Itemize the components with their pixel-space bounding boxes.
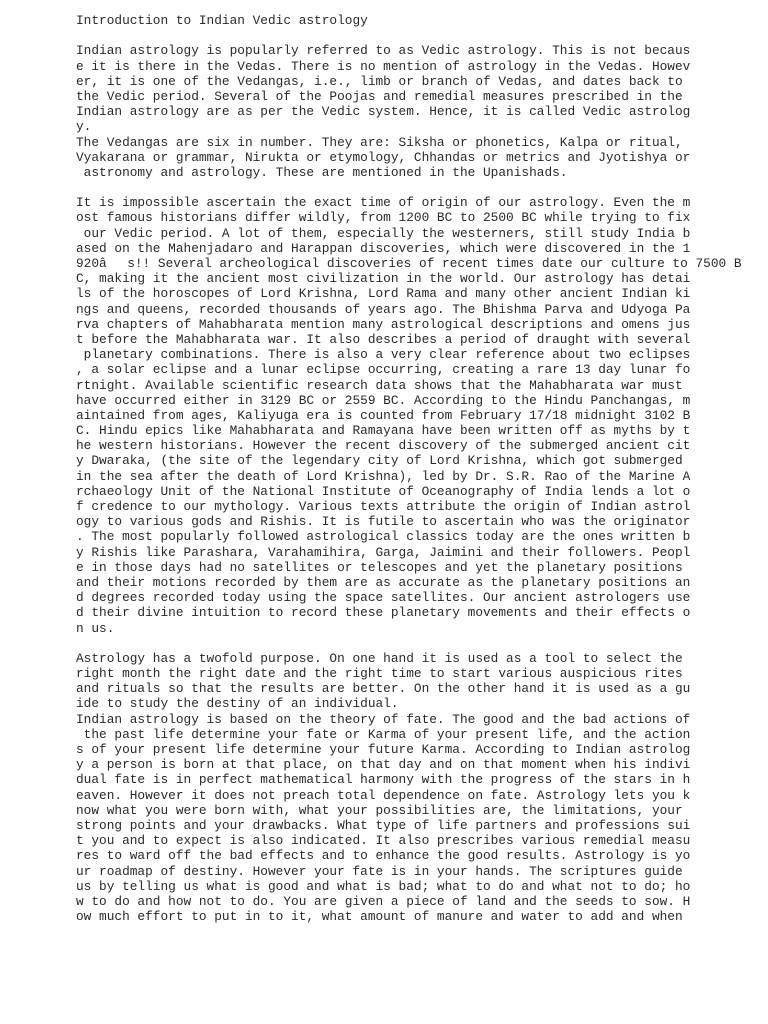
text-line: right month the right date and the right time to start various auspicious rites	[76, 666, 683, 682]
text-line: rtnight. Available scientific research data shows that the Mahabharata war must	[76, 377, 683, 393]
text-line: y.	[76, 119, 92, 135]
text-line: us by telling us what is good and what is bad; what to do and what not to do; ho	[76, 878, 691, 894]
text-line: d their divine intuition to record these planetary movements and their effects o	[76, 605, 691, 621]
text-line: , a solar eclipse and a lunar eclipse occurring, creating a rare 13 day lunar fo	[76, 362, 691, 378]
text-line: y a person is born at that place, on that day and on that moment when his indivi	[76, 757, 691, 773]
text-line: d degrees recorded today using the space satellites. Our ancient astrologers use	[76, 590, 691, 606]
text-line: ls of the horoscopes of Lord Krishna, Lord Rama and many other ancient Indian ki	[76, 286, 691, 302]
text-line: rva chapters of Mahabharata mention many astrological descriptions and omens jus	[76, 316, 691, 332]
text-line: the past life determine your fate or Karma of your present life, and the action	[76, 726, 691, 742]
text-line: ow much effort to put in to it, what amount of manure and water to add and when	[76, 909, 683, 925]
text-line: It is impossible ascertain the exact time of origin of our astrology. Even the m	[76, 195, 691, 211]
text-line: f credence to our mythology. Various texts attribute the origin of Indian astrol	[76, 499, 691, 514]
text-line: astronomy and astrology. These are mentioned in the Upanishads.	[76, 164, 568, 180]
text-line: ide to study the destiny of an individual.	[76, 696, 399, 712]
text-line: Astrology has a twofold purpose. On one hand it is used as a tool to select the	[76, 650, 683, 666]
text-line: ngs and queens, recorded thousands of years ago. The Bhishma Parva and Udyoga Pa	[76, 301, 691, 317]
text-line: Indian astrology is based on the theory of fate. The good and the bad actions of	[76, 711, 691, 727]
text-line: . The most popularly followed astrological classics today are the ones written b	[76, 529, 691, 545]
text-line: The Vedangas are six in number. They are: Siksha or phonetics, Kalpa or ritual,	[76, 134, 683, 150]
text-line: now what you were born with, what your possibilities are, the limitations, your	[76, 802, 683, 818]
text-line: n us.	[76, 620, 115, 636]
blank-line	[76, 28, 756, 43]
blank-line	[76, 636, 756, 651]
text-line: planetary combinations. There is also a very clear reference about two eclipses	[76, 347, 691, 363]
text-line: strong points and your drawbacks. What type of life partners and professions sui	[76, 817, 691, 833]
text-line: t you and to expect is also indicated. It also prescribes various remedial measu	[76, 833, 691, 849]
text-line: and their motions recorded by them are as accurate as the planetary positions an	[76, 574, 691, 590]
text-line: s of your present life determine your future Karma. According to Indian astrolog	[76, 742, 691, 757]
text-line: aintained from ages, Kaliyuga era is counted from February 17/18 midnight 3102 B	[76, 407, 691, 423]
text-line: eaven. However it does not preach total dependence on fate. Astrology lets you k	[76, 787, 691, 803]
text-line: ogy to various gods and Rishis. It is futile to ascertain who was the originator	[76, 514, 691, 530]
text-line: rchaeology Unit of the National Institute of Oceanography of India lends a lot o	[76, 483, 691, 499]
text-line: dual fate is in perfect mathematical harmony with the progress of the stars in h	[76, 772, 691, 788]
text-line: in the sea after the death of Lord Krishna), led by Dr. S.R. Rao of the Marine A	[76, 468, 691, 484]
text-line: e it is there in the Vedas. There is no mention of astrology in the Vedas. Howev	[76, 58, 691, 74]
text-line: t before the Mahabharata war. It also describes a period of draught with several	[76, 331, 691, 347]
text-line: ost famous historians differ wildly, from 1200 BC to 2500 BC while trying to fix	[76, 210, 691, 226]
text-line: have occurred either in 3129 BC or 2559 BC. According to the Hindu Panchangas, m	[76, 392, 691, 408]
text-line: Indian astrology are as per the Vedic system. Hence, it is called Vedic astrolog	[76, 104, 691, 120]
document-title: Introduction to Indian Vedic astrology	[76, 13, 368, 28]
text-line: y Rishis like Parashara, Varahamihira, Garga, Jaimini and their followers. Peopl	[76, 544, 691, 560]
text-line: ur roadmap of destiny. However your fate is in your hands. The scriptures guide	[76, 863, 683, 879]
text-line: and rituals so that the results are better. On the other hand it is used as a gu	[76, 681, 691, 697]
text-line: 920âs!! Several archeological discoveries of recent times date our culture to 7500 B	[76, 256, 742, 271]
document-page	[76, 13, 756, 924]
text-line: ased on the Mahenjadaro and Harappan discoveries, which were discovered in the 1	[76, 240, 691, 256]
text-line: C, making it the ancient most civilization in the world. Our astrology has detai	[76, 271, 691, 287]
blank-line	[76, 180, 756, 195]
text-line: Indian astrology is popularly referred to as Vedic astrology. This is not becaus	[76, 43, 691, 59]
text-line: res to ward off the bad effects and to enhance the good results. Astrology is yo	[76, 848, 691, 864]
text-line: Vyakarana or grammar, Nirukta or etymology, Chhandas or metrics and Jyotishya or	[76, 149, 691, 165]
text-line: the Vedic period. Several of the Poojas and remedial measures prescribed in the	[76, 88, 683, 104]
text-line: y Dwaraka, (the site of the legendary city of Lord Krishna, which got submerged	[76, 453, 683, 469]
text-line: our Vedic period. A lot of them, especially the westerners, still study India b	[76, 225, 691, 241]
text-line: w to do and how not to do. You are given a piece of land and the seeds to sow. H	[76, 893, 691, 909]
text-line: C. Hindu epics like Mahabharata and Ramayana have been written off as myths by t	[76, 423, 691, 439]
text-line: e in those days had no satellites or telescopes and yet the planetary positions	[76, 559, 683, 575]
text-line: er, it is one of the Vedangas, i.e., limb or branch of Vedas, and dates back to	[76, 73, 683, 89]
text-line: he western historians. However the recent discovery of the submerged ancient cit	[76, 438, 691, 454]
